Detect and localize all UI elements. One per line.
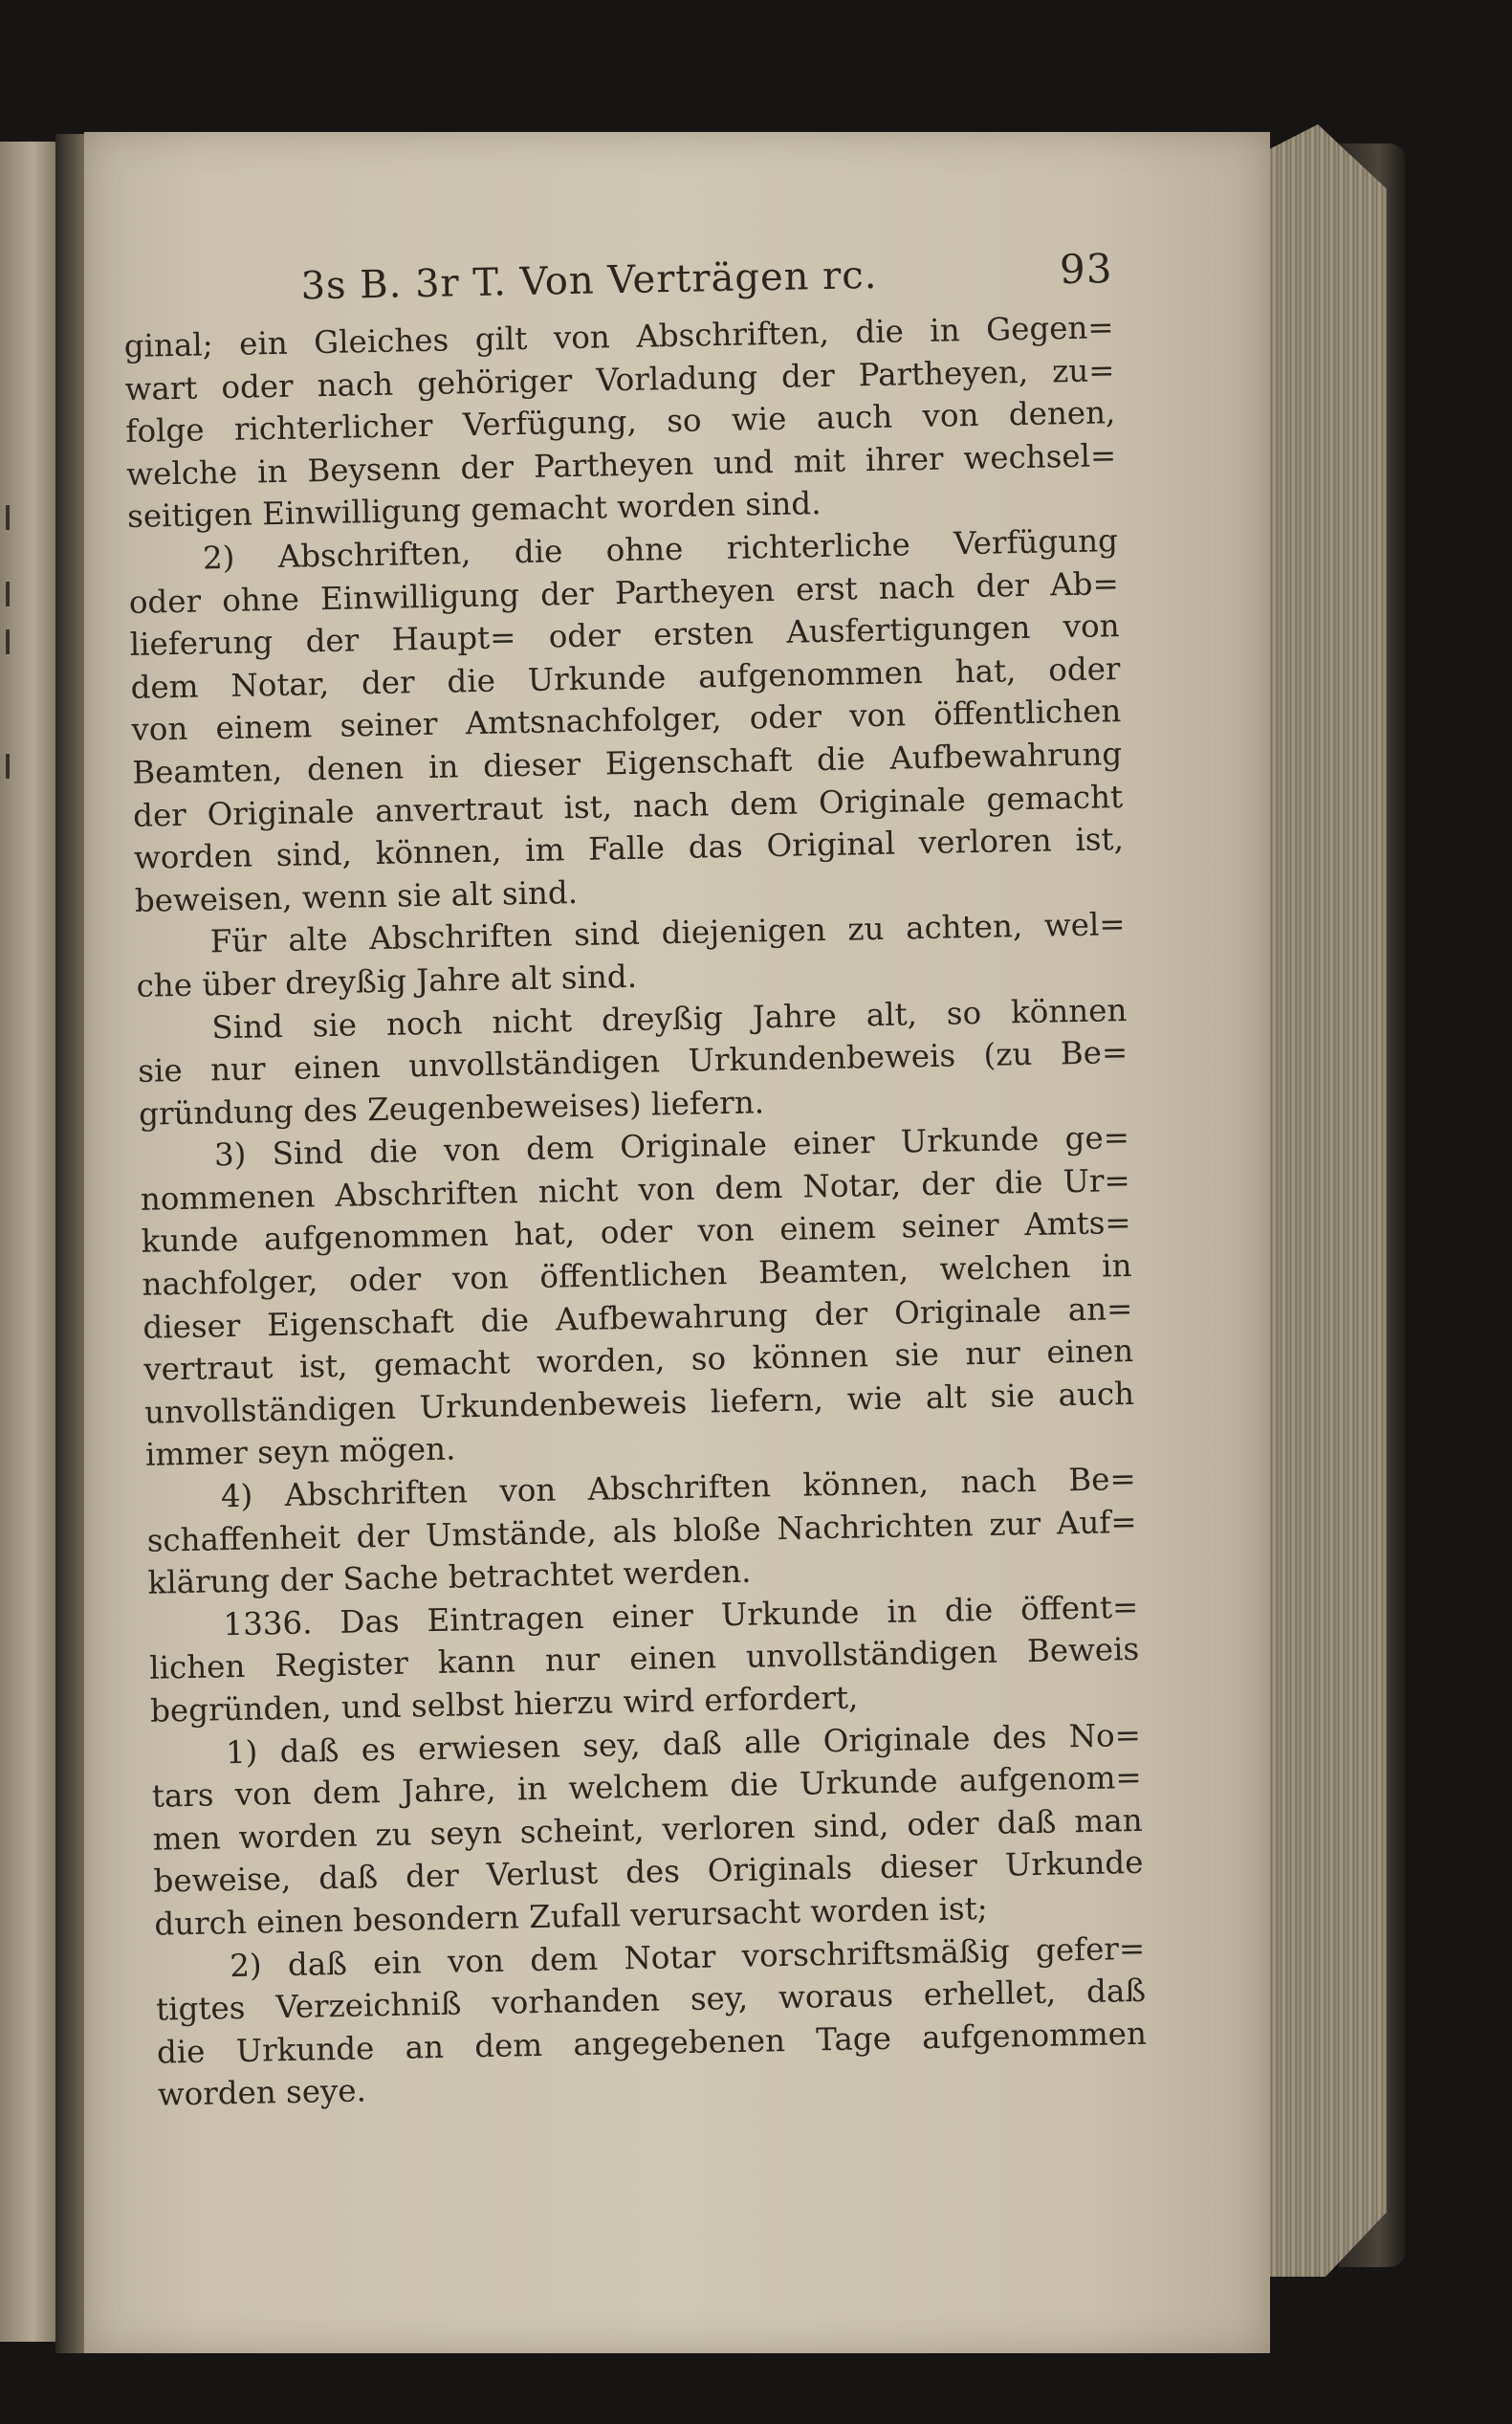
text-line: kunde aufgenommen hat, oder von einem seiner Amts= xyxy=(141,1204,1131,1261)
text-line: dieser Eigenschaft die Aufbewahrung der Originale an= xyxy=(142,1289,1133,1346)
text-line: von einem seiner Amtsnachfolger, oder von öffentlichen xyxy=(131,693,1122,749)
text-line: oder ohne Einwilligung der Partheyen erst nach der Ab= xyxy=(128,564,1120,621)
facing-page-edge xyxy=(0,142,59,2342)
text-line: nachfolger, oder von öffentlichen Beamten, welchen in xyxy=(142,1246,1132,1303)
text-line: nommenen Abschriften nicht von dem Notar, der die Ur= xyxy=(140,1161,1131,1218)
text-line: dem Notar, der die Urkunde aufgenommen hat, oder xyxy=(130,650,1121,706)
text-line: folge richterlicher Verfügung, so wie auch von denen, xyxy=(125,394,1116,451)
text-line: lichen Register kann nur einen unvollständigen Beweis xyxy=(148,1631,1140,1687)
text-line: 1) daß es erwiesen sey, daß alle Originale des No= xyxy=(225,1716,1142,1771)
text-line: 4) Abschriften von Abschriften können, nach Be= xyxy=(220,1460,1137,1515)
text-line: gründung des Zeugenbeweises) liefern. xyxy=(138,1083,765,1133)
text-line: schaffenheit der Umstände, als bloße Nachrichten zur Auf= xyxy=(146,1503,1137,1559)
text-line: 2) Abschriften, die ohne richterliche Verfügung xyxy=(202,522,1119,577)
text-line: men worden zu seyn scheint, verloren sind, oder daß man xyxy=(152,1801,1143,1858)
text-line: worden seye. xyxy=(157,2072,367,2113)
text-line: durch einen besondern Zufall verursacht worden ist; xyxy=(154,1889,989,1943)
text-line: Sind sie noch nicht dreyßig Jahre alt, so können xyxy=(211,991,1128,1046)
text-line: tars von dem Jahre, in welchem die Urkunde aufgenom= xyxy=(151,1759,1143,1815)
text-line: immer seyn mögen. xyxy=(144,1430,456,1474)
facing-page-mark xyxy=(6,582,10,606)
text-line: beweisen, wenn sie alt sind. xyxy=(134,873,579,919)
text-line: lieferung der Haupt= oder ersten Ausfertigungen von xyxy=(129,607,1120,664)
running-title: 3s B. 3r T. Von Verträgen rc. xyxy=(300,253,878,309)
text-line: unvollständigen Urkundenbeweis liefern, wie alt sie auch xyxy=(143,1375,1135,1431)
text-line: worden sind, können, im Falle das Original verloren ist, xyxy=(133,821,1125,877)
text-line: klärung der Sache betrachtet werden. xyxy=(147,1553,752,1601)
text-line: sie nur einen unvollständigen Urkundenbeweis (zu Be= xyxy=(137,1034,1129,1090)
text-line: 1336. Das Eintragen einer Urkunde in die öffent= xyxy=(223,1588,1139,1643)
text-line: beweise, daß der Verlust des Originals dieser Urkunde xyxy=(153,1844,1144,1901)
text-line: welche in Beysenn der Partheyen und mit ihrer wechsel= xyxy=(125,436,1117,493)
facing-page-mark xyxy=(6,629,10,654)
facing-page-mark xyxy=(6,505,10,530)
text-line: der Originale anvertraut ist, nach dem Originale gemacht xyxy=(132,778,1124,834)
facing-page-mark xyxy=(6,754,10,779)
text-line: wart oder nach gehöriger Vorladung der Partheyen, zu= xyxy=(124,351,1115,408)
text-line: che über dreyßig Jahre alt sind. xyxy=(136,958,638,1004)
text-line: begründen, und selbst hierzu wird erfordert, xyxy=(149,1679,859,1730)
text-line: seitigen Einwilligung gemacht worden sind. xyxy=(126,485,822,536)
text-line: 3) Sind die von dem Originale einer Urkunde ge= xyxy=(213,1119,1130,1174)
page-body xyxy=(123,306,1148,2116)
page-number: 93 xyxy=(1059,245,1113,294)
text-line: Beamten, denen in dieser Eigenschaft die Aufbewahrung xyxy=(131,735,1123,791)
text-line: die Urkunde an dem angegebenen Tage aufgenommen xyxy=(156,2015,1148,2071)
page-text-block xyxy=(122,239,1148,2116)
text-line: vertraut ist, gemacht worden, so können sie nur einen xyxy=(142,1333,1134,1389)
text-line: 2) daß ein von dem Notar vorschriftsmäßig gefer= xyxy=(229,1929,1146,1984)
text-line: tigtes Verzeichniß vorhanden sey, woraus erhellet, daß xyxy=(155,1972,1147,2028)
text-line: Für alte Abschriften sind diejenigen zu achten, wel= xyxy=(209,906,1126,960)
text-line: ginal; ein Gleiches gilt von Abschriften, die in Gegen= xyxy=(123,309,1114,364)
